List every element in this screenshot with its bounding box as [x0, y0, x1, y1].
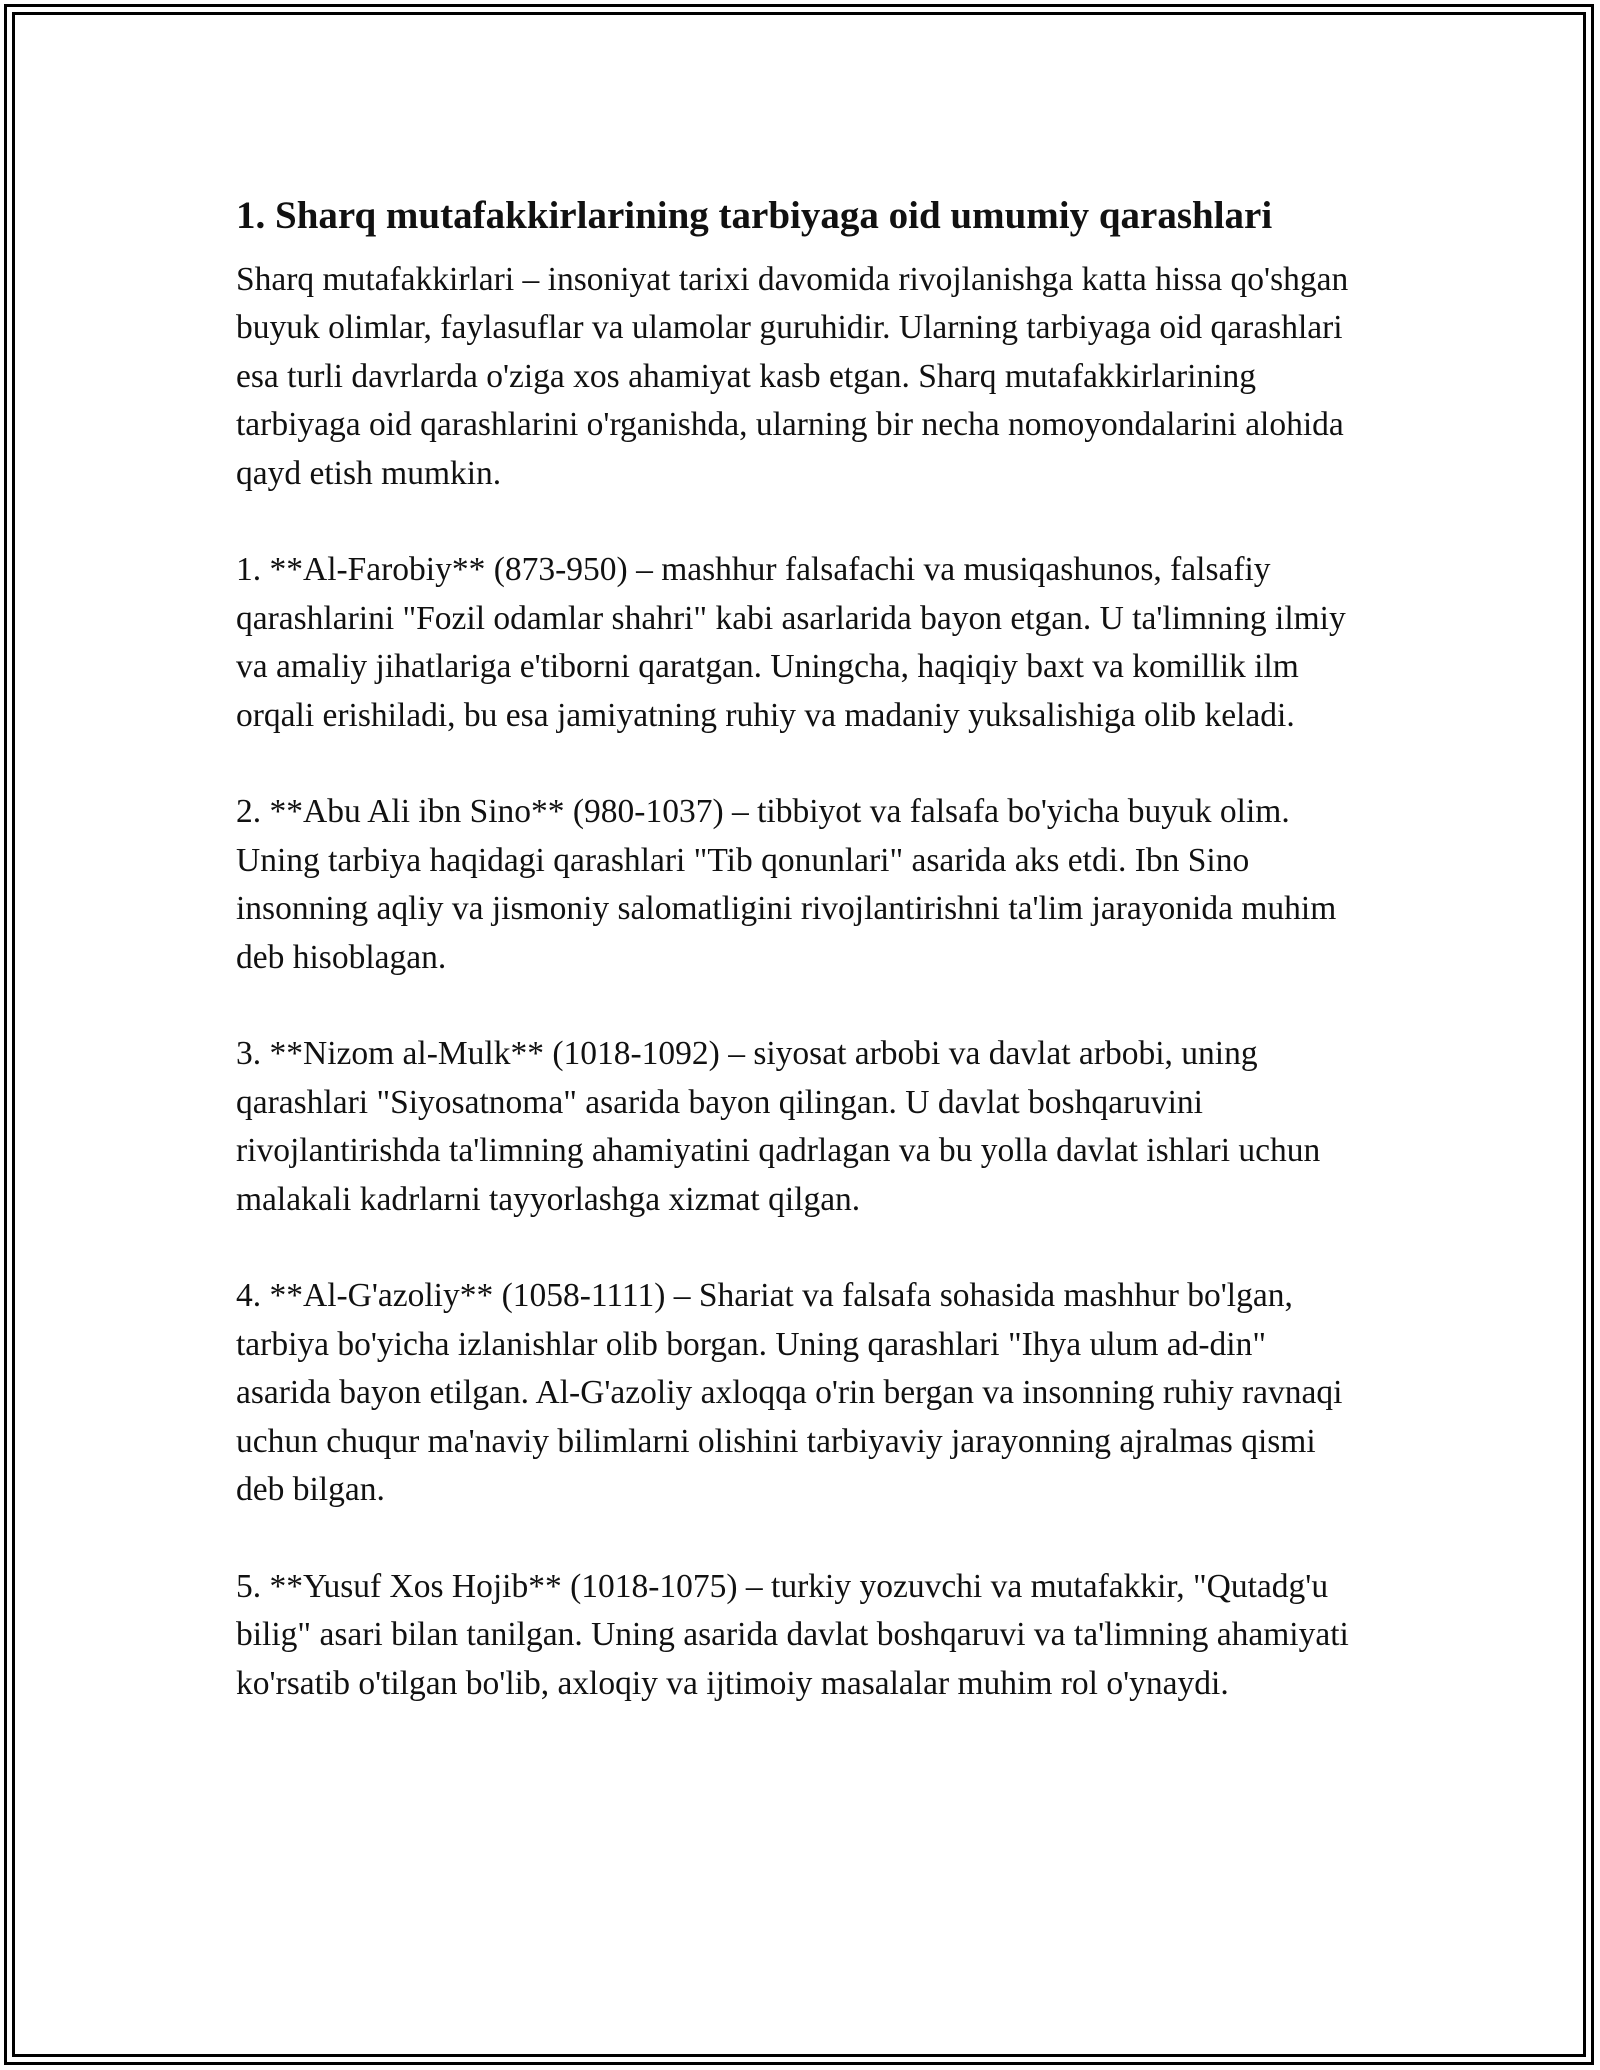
list-item-nizom-al-mulk: 3. **Nizom al-Mulk** (1018-1092) – siyosat arbobi va davlat arbobi, uning qarashlari "Siyosatnoma" asarida bayon qilingan. U davlat boshqaruvini rivojlantirishda ta'limning ahamiyatini qadrlagan va bu yolla davlat ishlari uchun malakali kadrlarni tayyorlashga xizmat qilgan.: [236, 1035, 1321, 1218]
list-item-yusuf-xos-hojib: 5. **Yusuf Xos Hojib** (1018-1075) – turkiy yozuvchi va mutafakkir, "Qutadg'u bilig" asari bilan tanilgan. Uning asarida davlat boshqaruvi va ta'limning ahamiyati ko'rsatib o'tilgan bo'lib, axloqiy va ijtimoiy masalalar muhim rol o'ynaydi.: [236, 1567, 1349, 1702]
document-body: [236, 190, 1366, 1708]
list-item-al-gazoliy: 4. **Al-G'azoliy** (1058-1111) – Shariat va falsafa sohasida mashhur bo'lgan, tarbiya bo'yicha izlanishlar olib borgan. Uning qarashlari "Ihya ulum ad-din" asarida bayon etilgan. Al-G'azoliy axloqqa o'rin bergan va insonning ruhiy ravnaqi uchun chuqur ma'naviy bilimlarni olishini tarbiyaviy jarayonning ajralmas qismi deb bilgan.: [236, 1277, 1343, 1509]
section-heading: 1. Sharq mutafakkirlarining tarbiyaga oid umumiy qarashlari: [236, 194, 1273, 237]
intro-paragraph: Sharq mutafakkirlari – insoniyat tarixi davomida rivojlanishga katta hissa qo'shgan buyuk olimlar, faylasuflar va ulamolar guruhidir. Ularning tarbiyaga oid qarashlari esa turli davrlarda o'ziga xos ahamiyat kasb etgan. Sharq mutafakkirlarining tarbiyaga oid qarashlarini o'rganishda, ularning bir necha nomoyondalarini alohida qayd etish mumkin.: [236, 261, 1349, 492]
list-item-ibn-sino: 2. **Abu Ali ibn Sino** (980-1037) – tibbiyot va falsafa bo'yicha buyuk olim. Uning tarbiya haqidagi qarashlari "Tib qonunlari" asarida aks etdi. Ibn Sino insonning aqliy va jismoniy salomatligini rivojlantirishni ta'lim jarayonida muhim deb hisoblagan.: [236, 793, 1337, 976]
list-item-al-farobiy: 1. **Al-Farobiy** (873-950) – mashhur falsafachi va musiqashunos, falsafiy qarashlarini "Fozil odamlar shahri" kabi asarlarida bayon etgan. U ta'limning ilmiy va amaliy jihatlariga e'tiborni qaratgan. Uningcha, haqiqiy baxt va komillik ilm orqali erishiladi, bu esa jamiyatning ruhiy va madaniy yuksalishiga olib keladi.: [236, 551, 1346, 734]
